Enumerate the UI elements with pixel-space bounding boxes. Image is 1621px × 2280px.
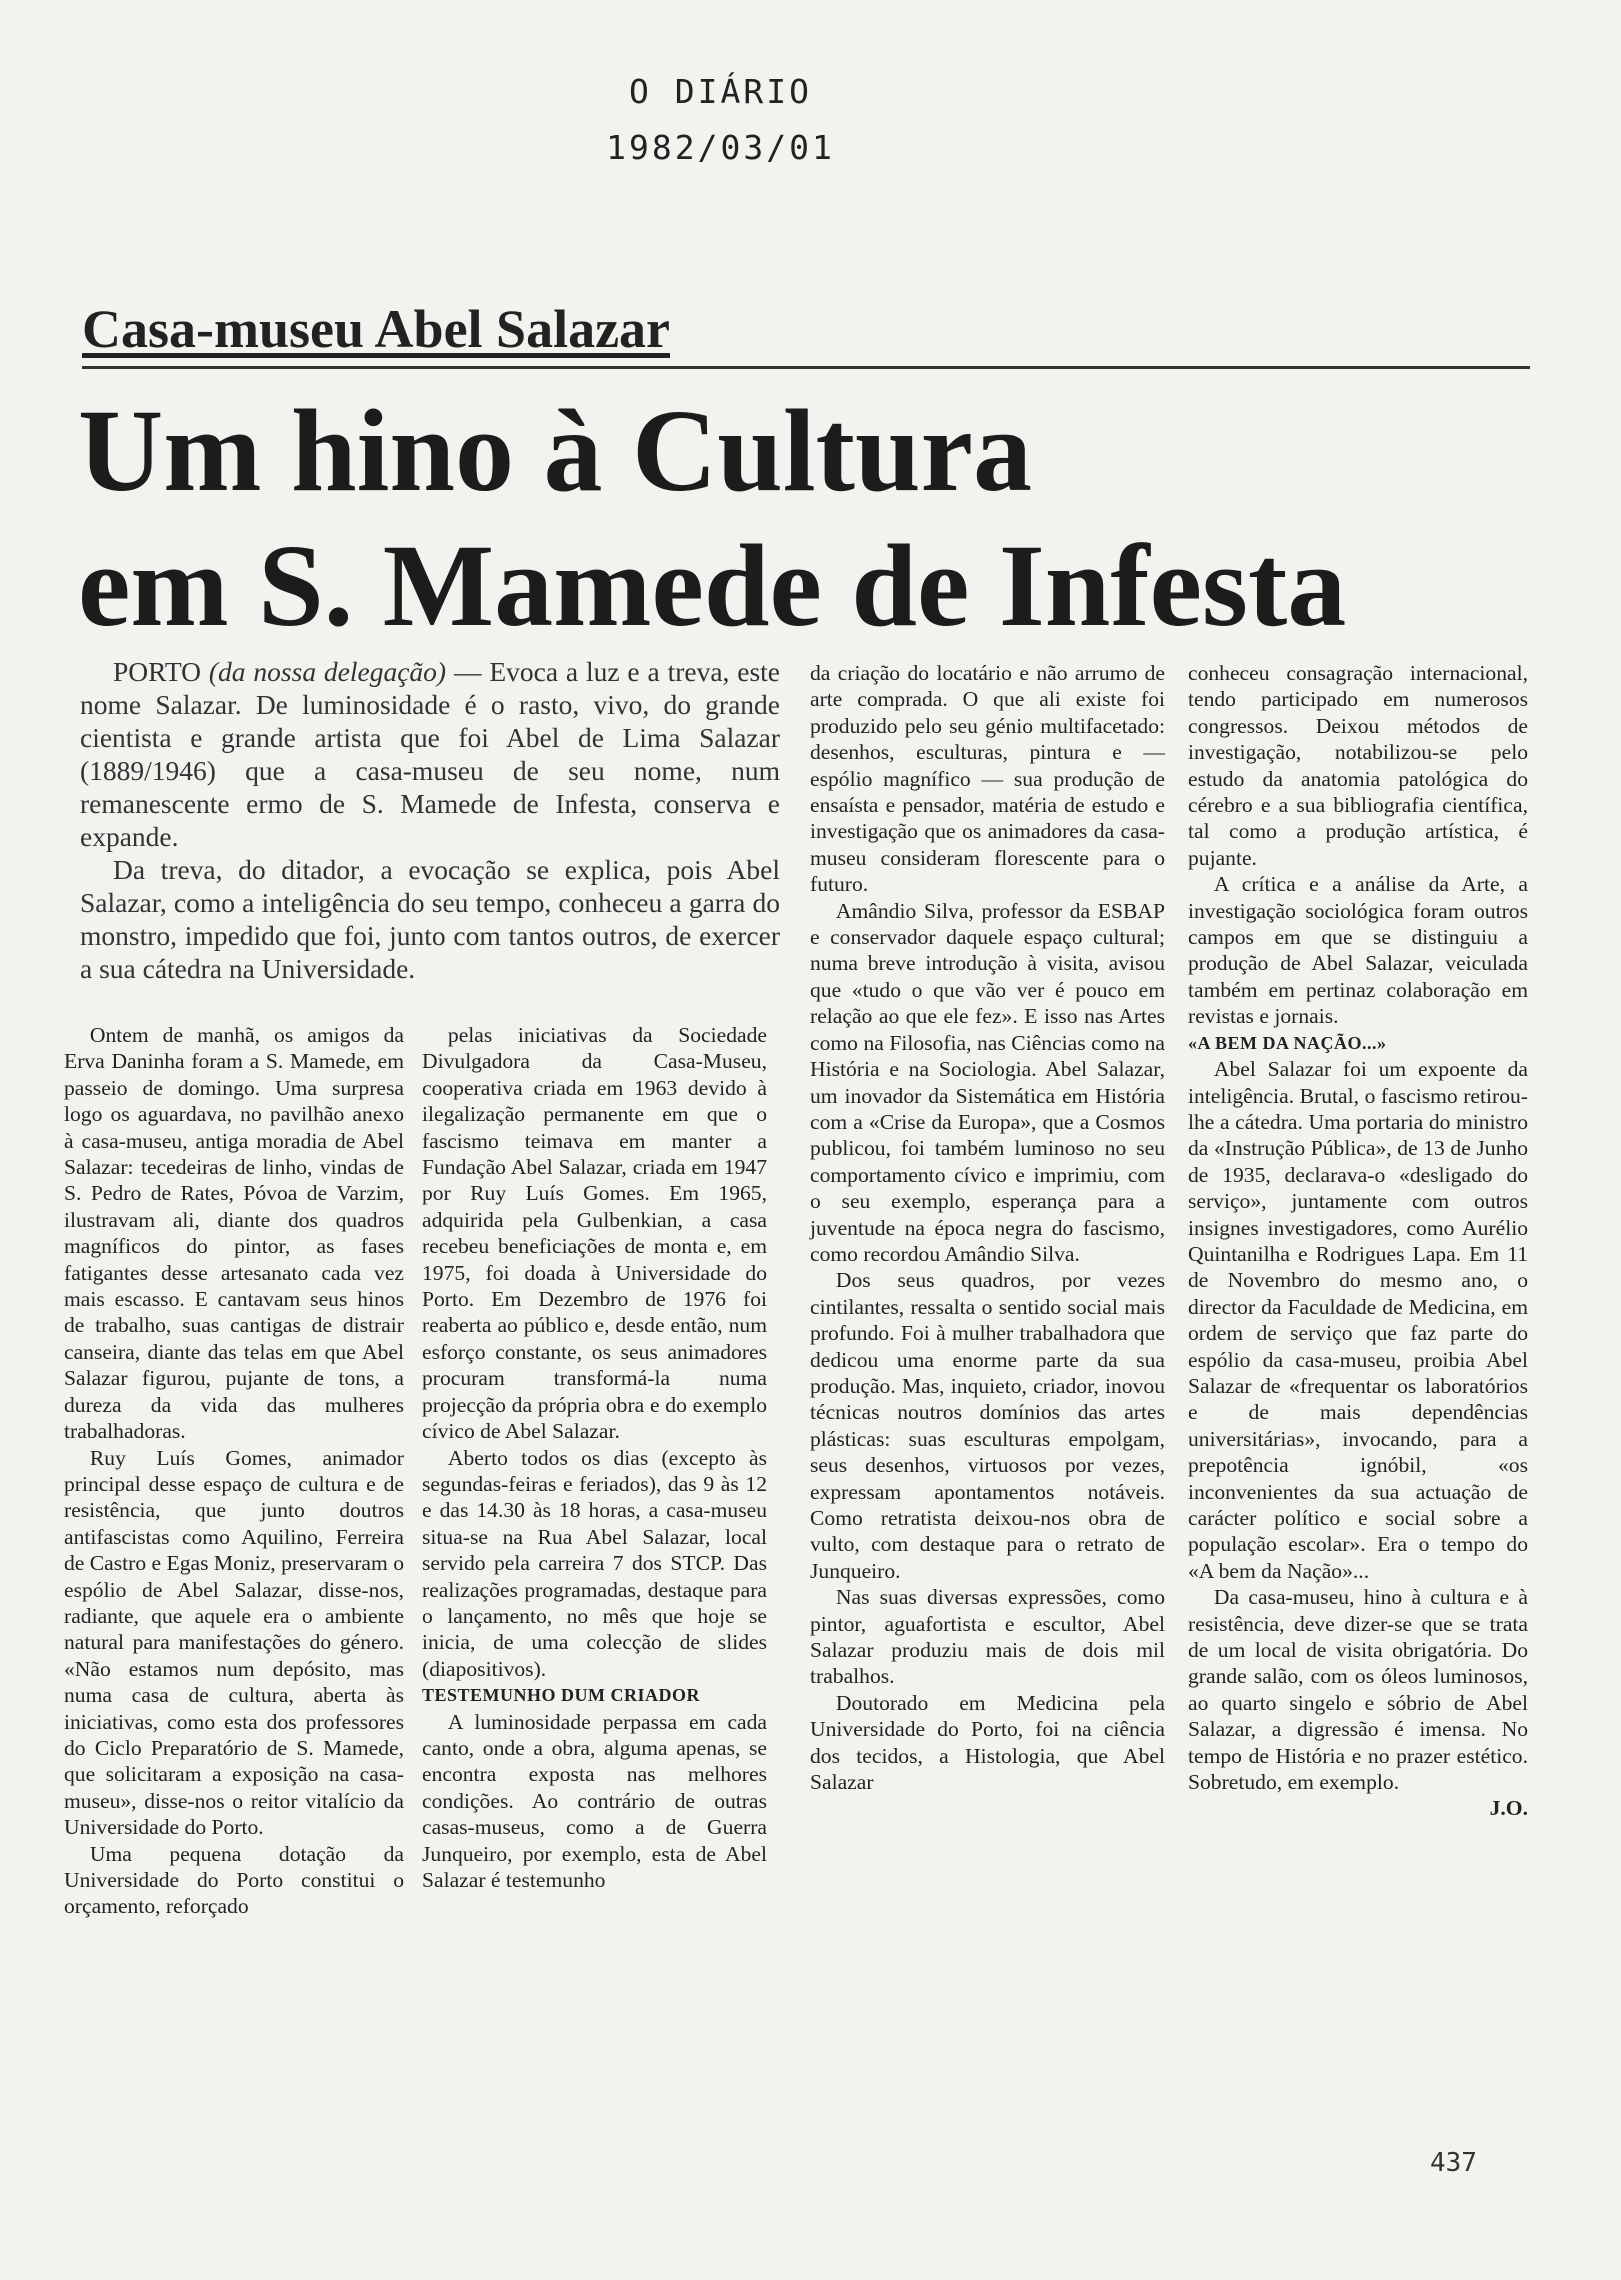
date-stamp: 1982/03/01 <box>606 128 835 167</box>
source-stamp: O DIÁRIO <box>629 72 812 111</box>
col3-paragraph-5: Doutorado em Medicina pela Universidade do Porto, foi na ciência dos tecidos, a Histologia, que Abel Salazar <box>810 1690 1165 1795</box>
lead-text-1: — Evoca a luz e a treva, este nome Salazar. De luminosidade é o rasto, vivo, do grande cientista e grande artista que foi Abel de Lima Salazar (1889/1946) que a casa-museu de seu nome, num remanescente ermo de S. Mamede de Infesta, conserva e expande. <box>80 656 781 852</box>
headline-line-1: Um hino à Cultura <box>78 385 1032 516</box>
author-signature: J.O. <box>1489 1796 1528 1821</box>
column-4 <box>1188 660 1528 1822</box>
col4-paragraph-1: conheceu consagração internacional, tendo participado em numerosos congressos. Deixou métodos de investigação, notabilizou-se pelo estudo da anatomia patológica do cérebro e a sua bibliografia científica, tal como a produção artística, é pujante. <box>1188 661 1528 870</box>
col2-paragraph-2: Aberto todos os dias (excepto às segundas-feiras e feriados), das 9 às 12 e das 14.30 às 18 horas, a casa-museu situa-se na Rua Abel Salazar, local servido pela carreira 7 dos STCP. Das realizações programadas, destaque para o lançamento, no mês que hoje se inicia, de uma colecção de slides (diapositivos). <box>422 1445 767 1681</box>
lead-paragraph-1 <box>80 655 780 853</box>
col4-paragraph-3: Abel Salazar foi um expoente da inteligência. Brutal, o fascismo retirou-lhe a cátedra. Uma portaria do ministro da «Instrução Pública», de 13 de Junho de 1935, declarava-o «desligado do serviço», juntamente com outros insignes investigadores, como Aurélio Quintanilha e Rodrigues Lapa. Em 11 de Novembro do mesmo ano, o director da Faculdade de Medicina, em ordem de serviço que faz parte do espólio da casa-museu, proibia Abel Salazar de «frequentar os laboratórios e de mais dependências universitárias», invocando, para a prepotência ignóbil, «os inconvenientes da sua actuação de carácter político e social sobre a população escolar». Era o tempo do «A bem da Nação»... <box>1188 1057 1528 1583</box>
col2-paragraph-3: A luminosidade perpassa em cada canto, onde a obra, alguma apenas, se encontra exposta nas melhores condições. Ao contrário de outras casas-museus, como a de Guerra Junqueiro, por exemplo, esta de Abel Salazar é testemunho <box>422 1709 767 1892</box>
col3-paragraph-2: Amândio Silva, professor da ESBAP e conservador daquele espaço cultural; numa breve introdução à visita, avisou que «tudo o que vão ver é pouco em relação ao que ele fez». E isso nas Artes como na Filosofia, nas Ciências como na História e na Sociologia. Abel Salazar, um inovador da Sistemática em História com a «Crise da Europa», que a Cosmos publicou, foi também luminoso no seu comportamento cívico e imprimiu, com o seu exemplo, esperança para a juventude na época negra do fascismo, como recordou Amândio Silva. <box>810 898 1165 1266</box>
column-3 <box>810 660 1165 1795</box>
headline-line-2: em S. Mamede de Infesta <box>78 520 1347 651</box>
col3-paragraph-4: Nas suas diversas expressões, como pintor, aguafortista e escultor, Abel Salazar produziu mais de dois mil trabalhos. <box>810 1585 1165 1689</box>
subhead-testemunho: TESTEMUNHO DUM CRIADOR <box>422 1685 701 1706</box>
col1-paragraph-1: Ontem de manhã, os amigos da Erva Daninha foram a S. Mamede, em passeio de domingo. Uma surpresa logo os aguardava, no pavilhão anexo à casa-museu, antiga moradia de Abel Salazar: tecedeiras de linho, vindas de S. Pedro de Rates, Póvoa de Varzim, ilustravam ali, diante dos quadros magníficos do pintor, as fases fatigantes desse artesanato cada vez mais escasso. E cantavam seus hinos de trabalho, suas cantigas de distrair canseira, diante das telas em que Abel Salazar figurou, pujante de tons, a dureza da vida das mulheres trabalhadoras. <box>64 1023 404 1444</box>
lead-credit: (da nossa delegação) <box>208 656 447 687</box>
col4-paragraph-2: A crítica e a análise da Arte, a investigação sociológica foram outros campos em que se distinguiu a produção de Abel Salazar, veiculada também em pertinaz colaboração em revistas e jornais. <box>1188 872 1528 1029</box>
col2-paragraph-1: pelas iniciativas da Sociedade Divulgadora da Casa-Museu, cooperativa criada em 1963 devido à ilegalização permanente em que o fascismo teimava em manter a Fundação Abel Salazar, criada em 1947 por Ruy Luís Gomes. Em 1965, adquirida pela Gulbenkian, a casa recebeu beneficiações de monta e, em 1975, foi doada à Universidade do Porto. Em Dezembro de 1976 foi reaberta ao público e, desde então, num esforço constante, os seus animadores procuram transformá-la numa projecção da própria obra e do exemplo cívico de Abel Salazar. <box>422 1023 767 1444</box>
page-number: 437 <box>1430 2148 1477 2178</box>
col1-paragraph-2: Ruy Luís Gomes, animador principal desse espaço de cultura e de resistência, que junto doutros antifascistas como Aquilino, Ferreira de Castro e Egas Moniz, preservaram o espólio de Abel Salazar, disse-nos, radiante, que aquele era o ambiente natural para manifestações do género. «Não estamos num depósito, mas numa casa de cultura, aberta às iniciativas, como esta dos professores do Ciclo Preparatório de S. Mamede, que solicitaram a exposição na casa-museu», disse-nos o reitor vitalício da Universidade do Porto. <box>64 1445 404 1840</box>
article-kicker: Casa-museu Abel Salazar <box>82 299 671 359</box>
subhead-a-bem-da-nacao: «A BEM DA NAÇÃO...» <box>1188 1032 1387 1053</box>
column-2 <box>422 1022 767 1893</box>
col3-paragraph-3: Dos seus quadros, por vezes cintilantes, ressalta o sentido social mais profundo. Foi à mulher trabalhadora que dedicou uma enorme parte da sua produção. Mas, inquieto, criador, inovou técnicas noutros domínios das artes plásticas: suas esculturas empolgam, seus desenhos, virtuosos por vezes, expressam apontamentos notáveis. Como retratista deixou-nos obra de vulto, com destaque para o retrato de Junqueiro. <box>810 1268 1165 1583</box>
col1-paragraph-3: Uma pequena dotação da Universidade do Porto constitui o orçamento, reforçado <box>64 1841 404 1919</box>
column-1 <box>64 1022 404 1920</box>
lead-place: PORTO <box>113 656 202 687</box>
col3-paragraph-1: da criação do locatário e não arrumo de arte comprada. O que ali existe foi produzido pelo seu génio multifacetado: desenhos, esculturas, pintura e — espólio magnífico — sua produção de ensaísta e pensador, matéria de estudo e investigação que os animadores da casa-museu consideram florescente para o futuro. <box>810 661 1165 897</box>
lead-paragraph-2: Da treva, do ditador, a evocação se explica, pois Abel Salazar, como a inteligência do seu tempo, conheceu a garra do monstro, impedido que foi, junto com tantos outros, de exercer a sua cátedra na Universidade. <box>80 854 780 984</box>
lead-paragraphs <box>80 655 780 985</box>
col4-paragraph-4: Da casa-museu, hino à cultura e à resistência, deve dizer-se que se trata de um local de visita obrigatória. Do grande salão, com os óleos luminosos, ao quarto singelo e sóbrio de Abel Salazar, a digressão é imensa. No tempo de História e no prazer estético. Sobretudo, em exemplo. <box>1188 1585 1528 1795</box>
kicker-rule <box>82 366 1530 369</box>
